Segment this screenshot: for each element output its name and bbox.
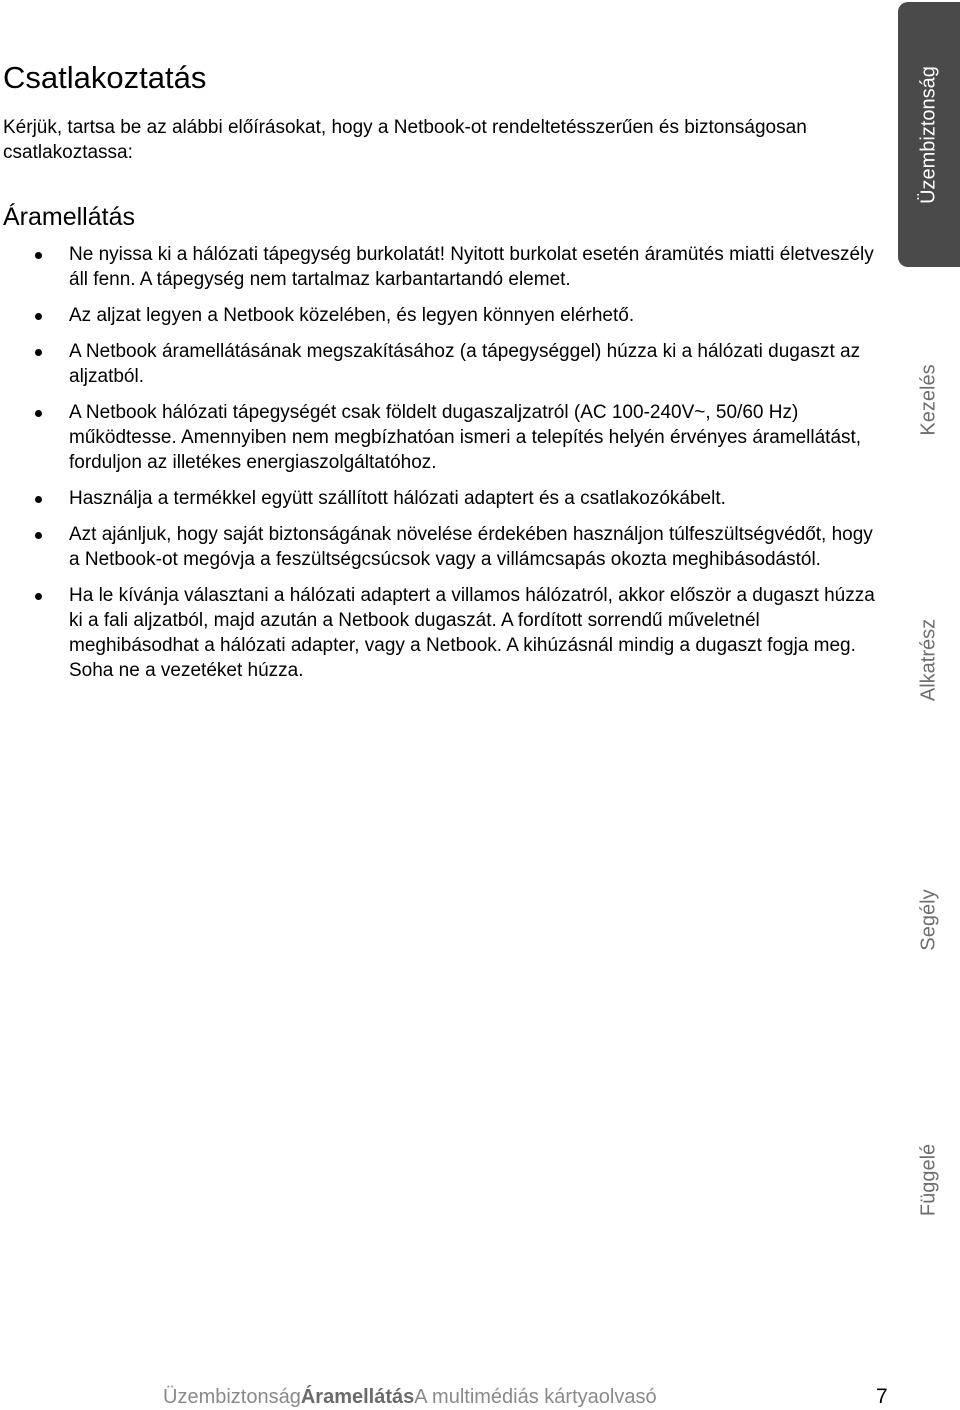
list-item-text: Használja a termékkel együtt szállított hálózati adaptert és a csatlakozókábelt. [69,488,726,509]
tab-label: Segély [917,889,940,951]
tab-uzembiztonsag[interactable] [898,2,960,267]
list-item-text: Az aljzat legyen a Netbook közelében, és legyen könnyen elérhető. [69,305,635,326]
tab-label: Kezelés [917,364,940,436]
list-item [0,400,880,475]
list-item-text: Ha le kívánja választani a hálózati adaptert a villamos hálózatról, akkor először a dugaszt húzza ki a fali aljzatból, majd azután a Netbook dugaszát. A fordított sorrendű műveletnél meghibásodhat a hálózati adapter, vagy a Netbook. A kihúzásnál mindig a dugaszt fogja meg. Soha ne a vezetéket húzza. [69,585,875,681]
tab-label: Üzembiztonság [917,65,940,204]
footer-breadcrumb [163,1384,657,1410]
breadcrumb-previous: Üzembiztonság [163,1386,301,1408]
bullet-icon [35,349,42,356]
bullet-icon [35,593,42,600]
tab-kezeles[interactable] [898,320,960,480]
list-item-text: Ne nyissa ki a hálózati tápegység burkolatát! Nyitott burkolat esetén áramütés miatti életveszély áll fenn. A tápegység nem tartalmaz karbantartandó elemet. [69,244,874,290]
tab-label: Függelé [917,1143,940,1217]
list-item [0,303,880,328]
bullet-icon [35,410,42,417]
list-item [0,486,880,511]
chapter-tabs [898,0,960,1410]
intro-paragraph: Kérjük, tartsa be az alábbi előírásokat, hogy a Netbook-ot rendeltetésszerűen és biztonságosan csatlakoztassa: [3,117,807,163]
list-item [0,339,880,389]
list-item [0,583,880,683]
section-heading: Áramellátás [3,203,135,231]
breadcrumb-next: A multimédiás kártyaolvasó [414,1386,657,1408]
bullet-icon [35,532,42,539]
tab-fuggelek[interactable] [898,1100,960,1260]
breadcrumb-current: Áramellátás [300,1386,415,1408]
list-item [0,522,880,572]
safety-bullet-list [0,242,880,694]
bullet-icon [35,496,42,503]
page-number: 7 [876,1385,888,1408]
tab-alkatresz[interactable] [898,580,960,740]
page-title: Csatlakoztatás [3,60,207,95]
list-item [0,242,880,292]
list-item-text: A Netbook áramellátásának megszakításához (a tápegységgel) húzza ki a hálózati dugaszt az aljzatból. [69,341,861,387]
bullet-icon [35,313,42,320]
tab-segely[interactable] [898,840,960,1000]
list-item-text: Azt ajánljuk, hogy saját biztonságának növelése érdekében használjon túlfeszültségvédőt, hogy a Netbook-ot megóvja a feszültségcsúcsok vagy a villámcsapás okozta meghibásodástól. [69,524,873,570]
list-item-text: A Netbook hálózati tápegységét csak földelt dugaszaljzatról (AC 100-240V~, 50/60 Hz) működtesse. Amennyiben nem megbízhatóan ismeri a telepítés helyén érvényes áramellátást, forduljon az illetékes energiaszolgáltatóhoz. [69,402,862,473]
tab-label: Alkatrész [917,618,940,702]
bullet-icon [35,252,42,259]
